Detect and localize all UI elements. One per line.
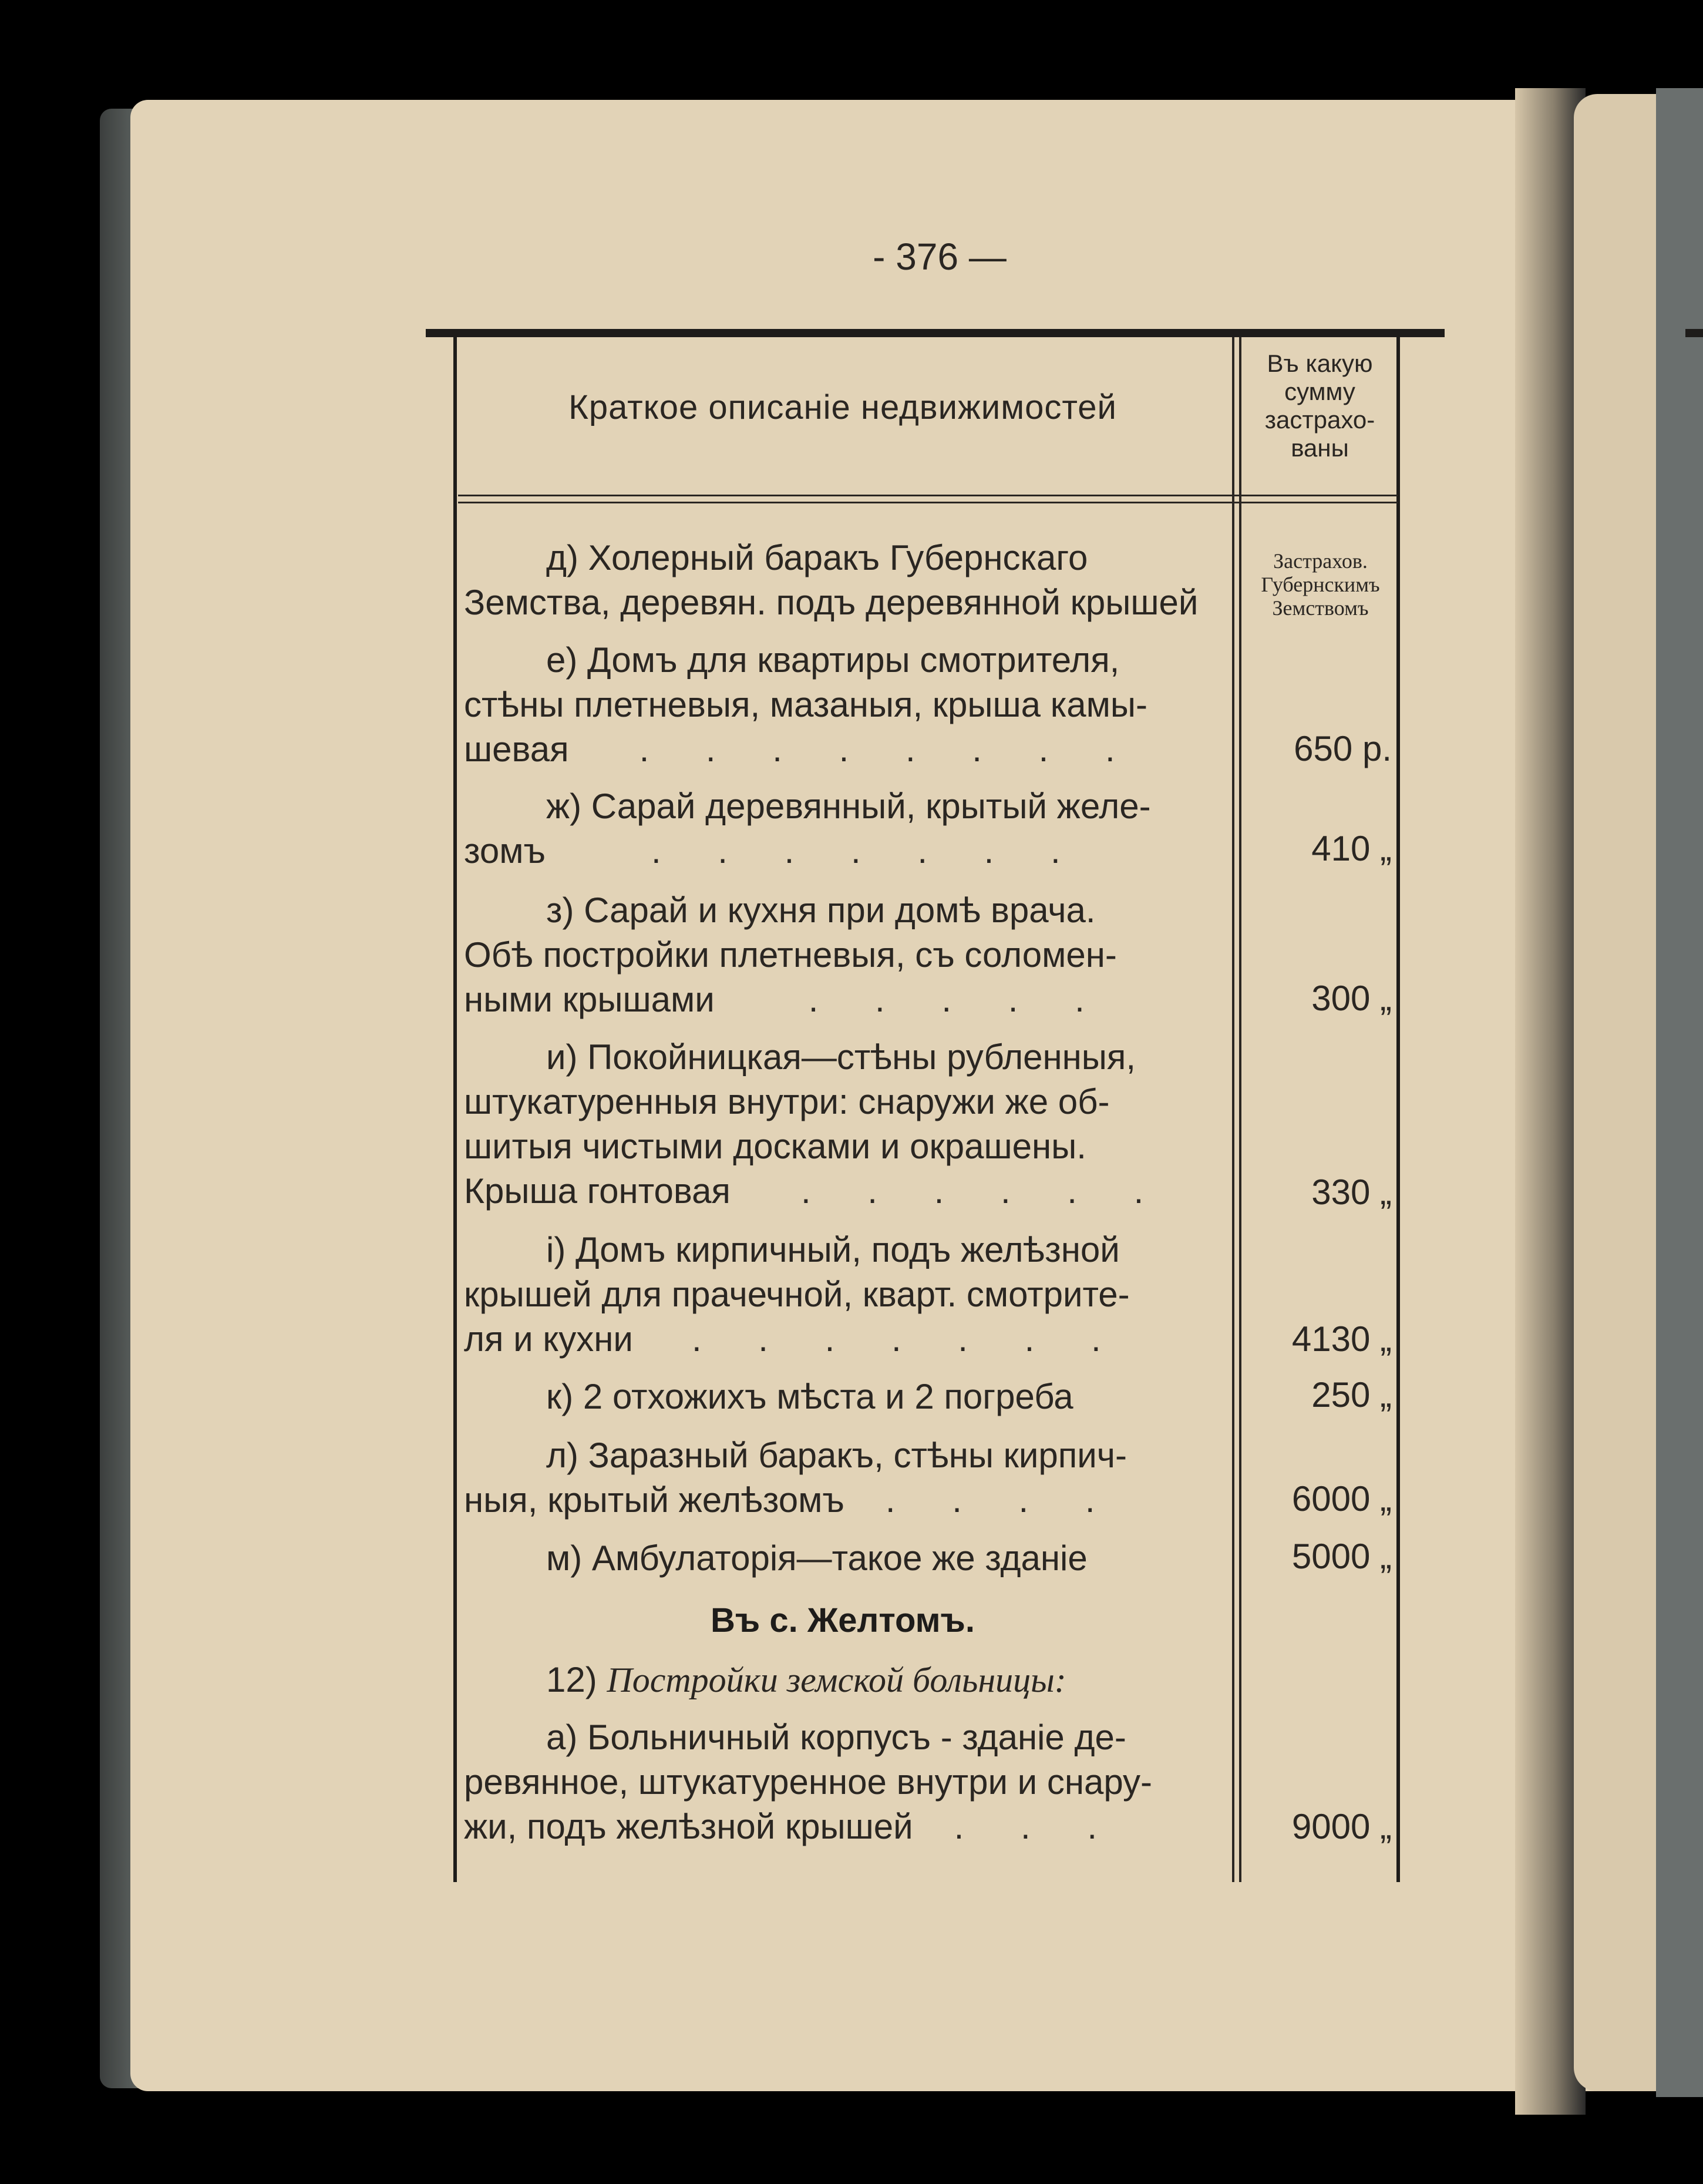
- section-title: Въ с. Желтомъ.: [711, 1601, 975, 1639]
- entry-line-text: ля и кухни: [464, 1319, 633, 1359]
- entry-l: [464, 1433, 1221, 1523]
- entry-line: д) Холерный баракъ Губернскаго: [546, 538, 1088, 577]
- amount: 330 „: [1311, 1172, 1392, 1212]
- amount: 250 „: [1311, 1375, 1392, 1414]
- subsection-number: 12): [546, 1660, 597, 1699]
- entry-line: ревянное, штукатуренное внутри и снару-: [464, 1762, 1152, 1802]
- note-line: Застрахов.: [1273, 549, 1368, 573]
- facing-page-edge: [1656, 88, 1703, 2097]
- entry-i: [464, 1035, 1221, 1214]
- leader-dots: . . . . .: [808, 980, 1108, 1019]
- column-header-sum: [1242, 350, 1398, 462]
- header-rule: [458, 502, 1398, 503]
- amount: 6000 „: [1291, 1479, 1392, 1518]
- entry-line-text: зомъ: [464, 831, 546, 871]
- column-divider: [1239, 337, 1241, 1882]
- insurance-note: [1243, 549, 1398, 620]
- header-rule: [458, 495, 1398, 496]
- entry-line: Земства, деревян. подъ деревянной крышей: [464, 583, 1199, 622]
- entry-line: а) Больничный корпусъ - зданie де-: [546, 1718, 1126, 1757]
- subsection-title: Постройки земской больницы:: [607, 1661, 1066, 1699]
- entry-line: шитыя чистыми досками и окрашены.: [464, 1127, 1086, 1166]
- amount: 300 „: [1311, 979, 1392, 1018]
- column-header-sum-line: ваны: [1291, 434, 1349, 462]
- column-divider: [1232, 337, 1234, 1882]
- entry-e: [464, 638, 1221, 772]
- leader-dots: . . . . . . .: [651, 831, 1084, 871]
- column-header-description: Краткое описанie недвижимостей: [568, 388, 1117, 426]
- entry-m: [464, 1536, 1221, 1581]
- entry-zh: [464, 784, 1221, 873]
- amount: 9000 „: [1291, 1807, 1392, 1846]
- leader-dots: . . . . . .: [800, 1171, 1167, 1211]
- entry-line: Обѣ постройки плетневыя, съ соломен-: [464, 935, 1117, 975]
- subsection-heading: [546, 1659, 1221, 1701]
- entry-line: к) 2 отхожихъ мѣста и 2 погреба: [546, 1377, 1073, 1416]
- entry-line: з) Сарай и кухня при домѣ врача.: [546, 891, 1096, 930]
- entry-line: ж) Сарай деревянный, крытый желе-: [546, 787, 1151, 826]
- table-left-border: [453, 337, 457, 1882]
- entry-line: штукатуренныя внутри: снаружи же об-: [464, 1082, 1110, 1121]
- note-line: Губернскимъ: [1261, 573, 1380, 596]
- entry-line-text: ными крышами: [464, 980, 715, 1019]
- entry-line: м) Амбулаторiя—такое же зданie: [546, 1538, 1088, 1578]
- entry-z: [464, 888, 1221, 1022]
- entry-line: [464, 977, 1221, 1022]
- amount: 410 „: [1311, 829, 1392, 868]
- entry-line: [464, 829, 1221, 873]
- entry-a: [464, 1715, 1221, 1849]
- amount: 4130 „: [1291, 1319, 1392, 1359]
- page-number: - 376 —: [873, 236, 1007, 278]
- entry-line: [464, 1169, 1221, 1214]
- leader-dots: . . . .: [885, 1480, 1119, 1520]
- entry-i-dec: [464, 1228, 1221, 1362]
- entry-line: стѣны плетневыя, мазаныя, крыша камы-: [464, 685, 1147, 724]
- entry-line-text: жи, подъ желѣзной крышей: [464, 1807, 913, 1846]
- column-header-sum-line: сумму: [1284, 378, 1355, 405]
- top-rule: [426, 329, 1445, 337]
- leader-dots: . . . . . . .: [691, 1319, 1125, 1359]
- entry-line: л) Заразный баракъ, стѣны кирпич-: [546, 1436, 1128, 1475]
- entry-d: [464, 536, 1221, 625]
- entry-line: [464, 1805, 1221, 1849]
- amount: 650 р.: [1294, 729, 1392, 768]
- entry-line: и) Покойницкая—стѣны рубленныя,: [546, 1037, 1136, 1077]
- leader-dots: . . .: [954, 1807, 1121, 1846]
- entry-line-text: шевая: [464, 730, 569, 769]
- amount: 5000 „: [1291, 1537, 1392, 1576]
- facing-top-rule: [1685, 329, 1703, 337]
- entry-line-text: Крыша гонтовая: [464, 1171, 731, 1211]
- entry-line: i) Домъ кирпичный, подъ желѣзной: [546, 1230, 1120, 1269]
- entry-line: крышей для прачечной, кварт. смотрите-: [464, 1275, 1130, 1314]
- leader-dots: . . . . . . . .: [639, 730, 1139, 769]
- entry-line-text: ныя, крытый желѣзомъ: [464, 1480, 844, 1520]
- entry-line: е) Домъ для квартиры смотрителя,: [546, 640, 1120, 680]
- note-line: Земствомъ: [1272, 596, 1369, 620]
- entry-k: [464, 1375, 1221, 1419]
- column-header-sum-line: застрахо-: [1264, 406, 1375, 434]
- entry-line: [464, 1478, 1221, 1523]
- column-header-sum-line: Въ какую: [1267, 350, 1373, 377]
- entry-line: [464, 727, 1221, 772]
- entry-line: [464, 1317, 1221, 1362]
